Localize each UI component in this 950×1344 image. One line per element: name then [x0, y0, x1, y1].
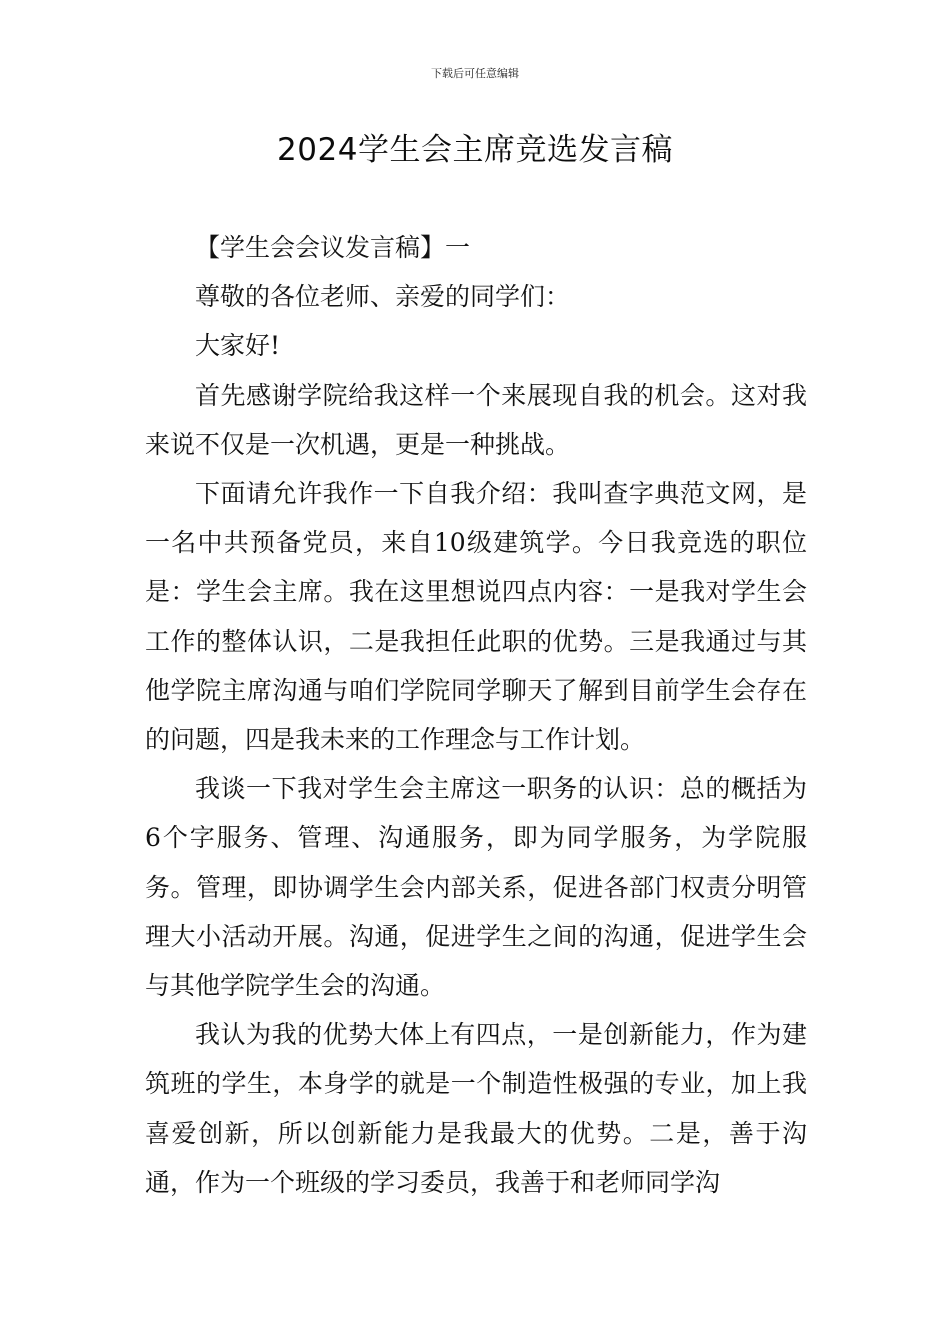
- paragraph: 首先感谢学院给我这样一个来展现自我的机会。这对我来说不仅是一次机遇，更是一种挑战。: [145, 380, 807, 459]
- paragraph: 我谈一下我对学生会主席这一职务的认识：总的概括为6个字服务、管理、沟通服务，即为同学服务，为学院服务。管理，即协调学生会内部关系，促进各部门权责分明管理大小活动开展。沟通，促进学生之间的沟通，促进学生会与其他学院学生会的沟通。: [145, 774, 807, 1001]
- document-title: 2024学生会主席竞选发言稿: [277, 132, 673, 168]
- paragraph: 下面请允许我作一下自我介绍：我叫查字典范文网，是一名中共预备党员，来自10级建筑学。今日我竞选的职位是：学生会主席。我在这里想说四点内容：一是我对学生会工作的整体认识，二是我担任此职的优势。三是我通过与其他学院主席沟通与咱们学院同学聊天了解到目前学生会存在的问题，四是我未来的工作理念与工作计划。: [145, 479, 807, 755]
- paragraph: 【学生会会议发言稿】一: [195, 233, 471, 262]
- paragraph: 大家好!: [195, 331, 281, 361]
- document-body: [145, 223, 807, 1207]
- header-note: 下载后可任意编辑: [431, 67, 519, 80]
- paragraph: 我认为我的优势大体上有四点，一是创新能力，作为建筑班的学生，本身学的就是一个制造性极强的专业，加上我喜爱创新，所以创新能力是我最大的优势。二是，善于沟通，作为一个班级的学习委员，我善于和老师同学沟: [145, 1020, 807, 1197]
- paragraph: 尊敬的各位老师、亲爱的同学们：: [195, 282, 571, 312]
